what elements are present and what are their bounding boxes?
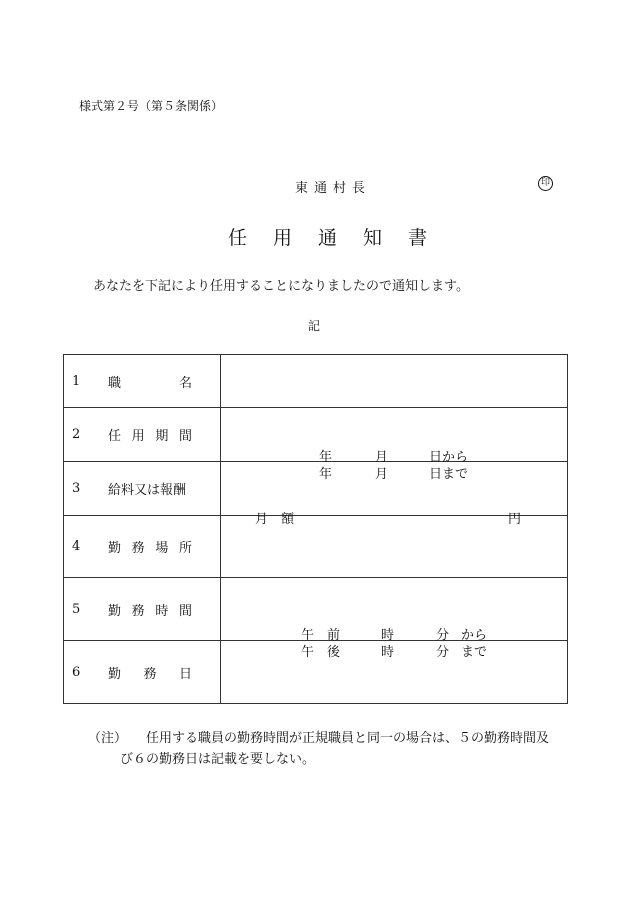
row-label — [64, 408, 221, 462]
label-char: 任 — [108, 429, 122, 444]
label-char: 期 — [155, 429, 169, 444]
hour-from: 時 — [381, 628, 395, 643]
monthly-amount-label: 月 額 — [255, 511, 295, 527]
label-char: 勤 — [108, 541, 122, 556]
ki-heading: 記 — [308, 319, 321, 333]
label-char: 名 — [178, 375, 192, 391]
label-char: 勤 — [108, 666, 122, 682]
row-label — [64, 462, 221, 516]
table-row — [64, 578, 568, 641]
minute-until: 分 — [436, 645, 450, 660]
table-row — [64, 462, 568, 516]
pm-label: 午 後 — [301, 645, 341, 660]
row-label — [64, 578, 221, 641]
hours-value[interactable] — [221, 578, 568, 660]
row-label — [64, 641, 221, 704]
appointment-items-table — [63, 354, 568, 704]
seal-mark: 印 — [538, 176, 553, 191]
row-label-text — [108, 372, 192, 391]
note-line-1: 任用する職員の勤務時間が正規職員と同一の場合は、５の勤務時間及 — [146, 731, 550, 746]
hour-until: 時 — [381, 645, 395, 660]
label-char: 日 — [178, 666, 192, 682]
row-label-text: 給料又は報酬 — [108, 483, 187, 498]
document-title: 任用通知書 — [228, 227, 454, 249]
period-from-year: 年 — [319, 449, 333, 465]
label-char: 務 — [143, 666, 157, 682]
label-char: 間 — [178, 429, 192, 444]
label-char: 場 — [155, 541, 169, 556]
period-until-month: 月 — [375, 466, 389, 482]
row-number: 1 — [72, 373, 81, 389]
row-number: 3 — [72, 481, 81, 496]
table-row — [64, 516, 568, 578]
label-char: 所 — [178, 541, 192, 556]
row-number: 5 — [72, 601, 81, 617]
row-number: 4 — [72, 539, 81, 554]
row-label — [64, 355, 221, 408]
row-label-text — [108, 600, 192, 619]
note-line-2: び６の勤務日は記載を要しない。 — [120, 752, 316, 767]
position-value[interactable] — [221, 355, 568, 408]
label-char: 用 — [131, 429, 145, 444]
label-char: 職 — [108, 375, 122, 391]
label-char: 間 — [178, 603, 192, 619]
row-label — [64, 516, 221, 578]
label-char: 務 — [131, 541, 145, 556]
am-label: 午 前 — [301, 628, 341, 643]
from-text: から — [461, 628, 488, 643]
minute-from: 分 — [436, 628, 450, 643]
period-from-day: 日から — [429, 449, 469, 465]
table-row — [64, 355, 568, 408]
period-value[interactable] — [221, 408, 568, 482]
issuer-name: 東通村長 — [295, 181, 372, 196]
row-label-text — [108, 663, 192, 682]
intro-text: あなたを下記により任用することになりましたので通知します。 — [93, 279, 469, 294]
yen-unit: 円 — [508, 511, 522, 527]
until-text: まで — [461, 645, 488, 660]
form-number: 様式第２号（第５条関係） — [79, 99, 224, 113]
row-number: 2 — [72, 427, 81, 442]
table-row — [64, 408, 568, 462]
period-from-month: 月 — [375, 449, 389, 465]
label-char: 時 — [155, 603, 169, 619]
salary-value[interactable] — [221, 462, 568, 527]
row-label-text — [108, 537, 192, 556]
note-marker: （注） — [88, 731, 128, 746]
period-until-day: 日まで — [429, 466, 469, 482]
label-char: 勤 — [108, 603, 122, 619]
label-char: 務 — [131, 603, 145, 619]
period-until-year: 年 — [319, 466, 333, 482]
row-label-text — [108, 425, 192, 444]
row-number: 6 — [72, 664, 81, 680]
